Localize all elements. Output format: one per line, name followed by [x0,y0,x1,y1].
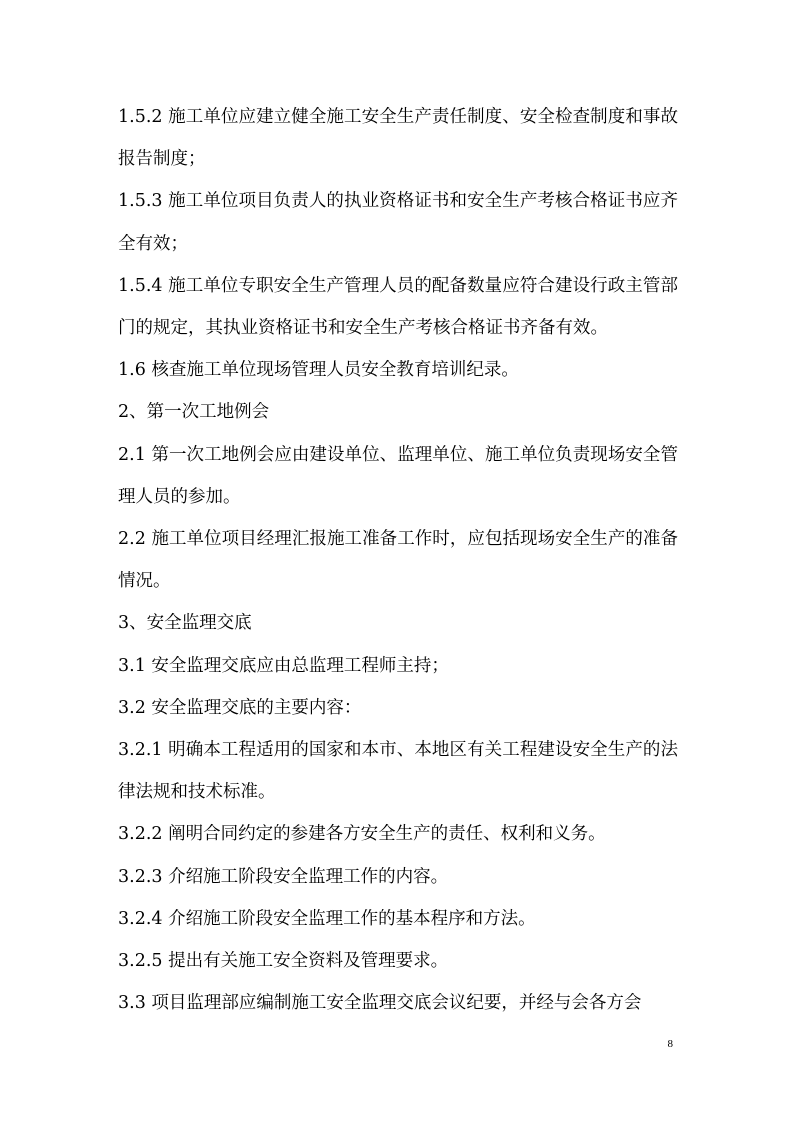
paragraph-2-1: 2.1 第一次工地例会应由建设单位、监理单位、施工单位负责现场安全管理人员的参加。 [118,444,678,507]
paragraph-2-2: 2.2 施工单位项目经理汇报施工准备工作时，应包括现场安全生产的准备情况。 [118,529,678,592]
paragraph-3-2-1: 3.2.1 明确本工程适用的国家和本市、本地区有关工程建设安全生产的法律法规和技术标准。 [118,740,678,803]
paragraph-3-1: 3.1 安全监理交底应由总监理工程师主持； [118,655,449,676]
paragraph-3-2-2: 3.2.2 阐明合同约定的参建各方安全生产的责任、权利和义务。 [118,824,606,845]
body-text [118,96,678,1024]
page-number: 8 [667,1038,673,1050]
paragraph-1-5-2: 1.5.2 施工单位应建立健全施工安全生产责任制度、安全检查制度和事故报告制度； [118,107,678,170]
paragraph-3-2-4: 3.2.4 介绍施工阶段安全监理工作的基本程序和方法。 [118,908,536,929]
heading-section-2: 2、第一次工地例会 [118,402,270,423]
paragraph-1-5-4: 1.5.4 施工单位专职安全生产管理人员的配备数量应符合建设行政主管部门的规定，其执业资格证书和安全生产考核合格证书齐备有效。 [118,275,678,339]
paragraph-3-3: 3.3 项目监理部应编制施工安全监理交底会议纪要，并经与会各方会 [118,993,642,1014]
paragraph-1-6: 1.6 核查施工单位现场管理人员安全教育培训纪录。 [118,360,519,381]
paragraph-3-2: 3.2 安全监理交底的主要内容： [118,697,362,718]
paragraph-3-2-5: 3.2.5 提出有关施工安全资料及管理要求。 [118,951,449,972]
paragraph-1-5-3: 1.5.3 施工单位项目负责人的执业资格证书和安全生产考核合格证书应齐全有效； [118,191,678,254]
paragraph-3-2-3: 3.2.3 介绍施工阶段安全监理工作的内容。 [118,866,449,887]
heading-section-3: 3、安全监理交底 [118,613,252,634]
